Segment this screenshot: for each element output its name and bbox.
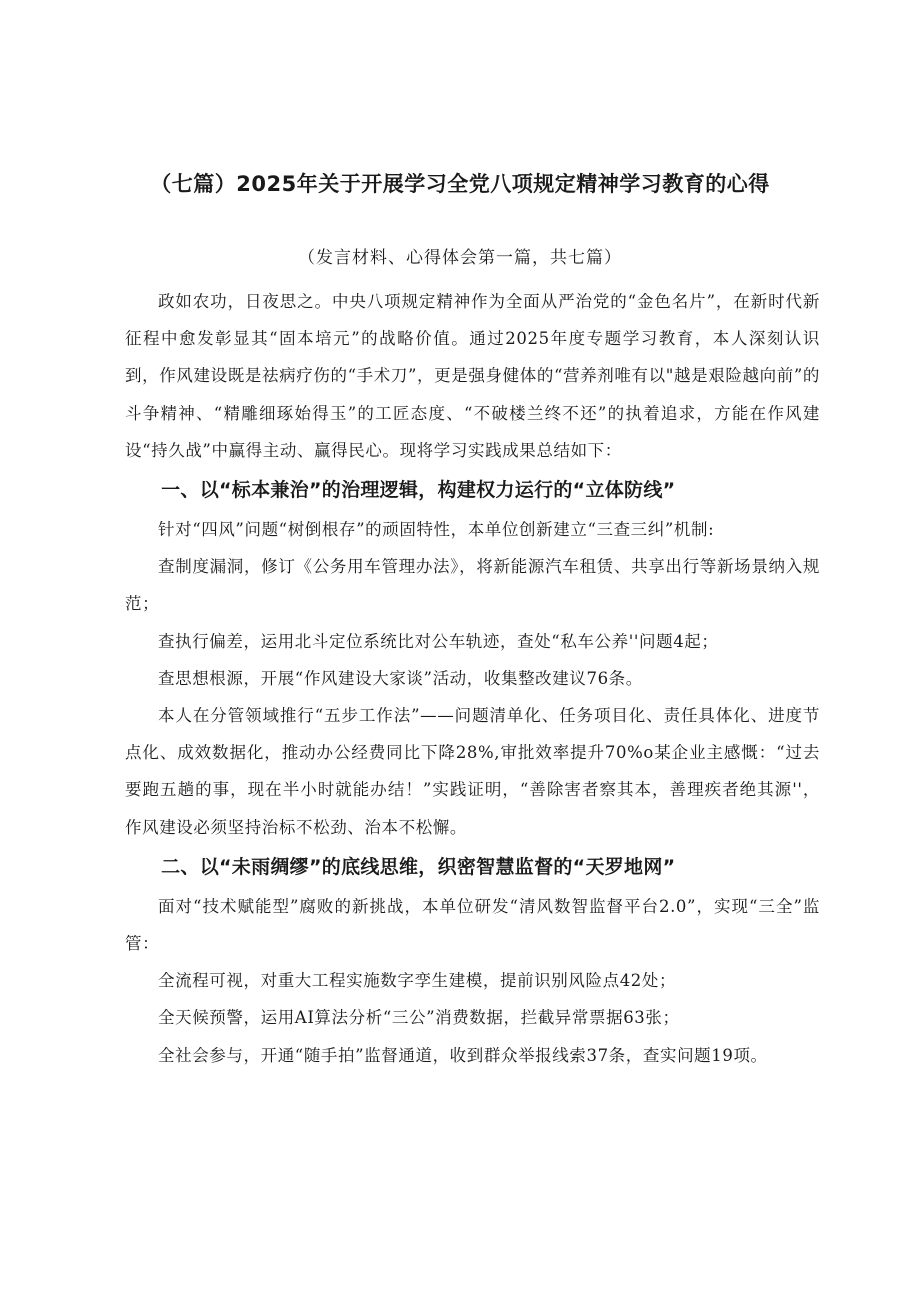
section-1-closing: 本人在分管领域推行“五步工作法”——问题清单化、任务项目化、责任具体化、进度节点化、成效数据化，推动办公经费同比下降28%,审批效率提升70%o某企业主感慨：“过去要跑五趟的事，现在半小时就能办结！”实践证明，“善除害者察其本，善理疾者绝其源''，作风建设必须坚持治标不松劲、治本不松懈。	[125, 706, 820, 837]
section-1-heading: 一、以“标本兼治”的治理逻辑，构建权力运行的“立体防线”	[161, 479, 676, 502]
intro-paragraph: 政如农功，日夜思之。中央八项规定精神作为全面从严治党的“金色名片”，在新时代新征程中愈发彰显其“固本培元”的战略价值。通过2025年度专题学习教育，本人深刻认识到，作风建设既是祛病疗伤的“手术刀”，更是强身健体的“营养剂唯有以"越是艰险越向前”的斗争精神、“精雕细琢始得玉”的工匠态度、“不破楼兰终不还”的执着追求，方能在作风建设“持久战”中赢得主动、赢得民心。现将学习实践成果总结如下：	[125, 292, 820, 460]
section-2-item: 全天候预警，运用AI算法分析“三公”消费数据，拦截异常票据63张；	[158, 1008, 680, 1028]
section-2-lead: 面对“技术赋能型”腐败的新挑战，本单位研发“清风数智监督平台2.0”，实现“三全”监管：	[125, 896, 820, 954]
section-1-lead: 针对“四风”问题“树倒根存”的顽固特性，本单位创新建立“三查三纠”机制:	[158, 520, 715, 540]
section-1-item: 查思想根源，开展“作风建设大家谈”活动，收集整改建议76条。	[158, 668, 643, 688]
document-body	[125, 283, 820, 1074]
document-subtitle: （发言材料、心得体会第一篇，共七篇）	[298, 248, 622, 268]
section-2-heading: 二、以“未雨绸缪”的底线思维，织密智慧监督的“天罗地网”	[161, 855, 676, 878]
section-2-item: 全流程可视，对重大工程实施数字孪生建模，提前识别风险点42处；	[158, 971, 677, 991]
section-1-item: 查执行偏差，运用北斗定位系统比对公车轨迹，查处“私车公养''问题4起；	[158, 631, 719, 651]
document-title: （七篇）2025年关于开展学习全党八项规定精神学习教育的心得	[150, 172, 770, 196]
section-1-item: 查制度漏洞，修订《公务用车管理办法》，将新能源汽车租赁、共享出行等新场景纳入规范；	[125, 557, 820, 614]
section-2-item: 全社会参与，开通“随手拍”监督通道，收到群众举报线索37条，查实问题19项。	[158, 1045, 768, 1065]
